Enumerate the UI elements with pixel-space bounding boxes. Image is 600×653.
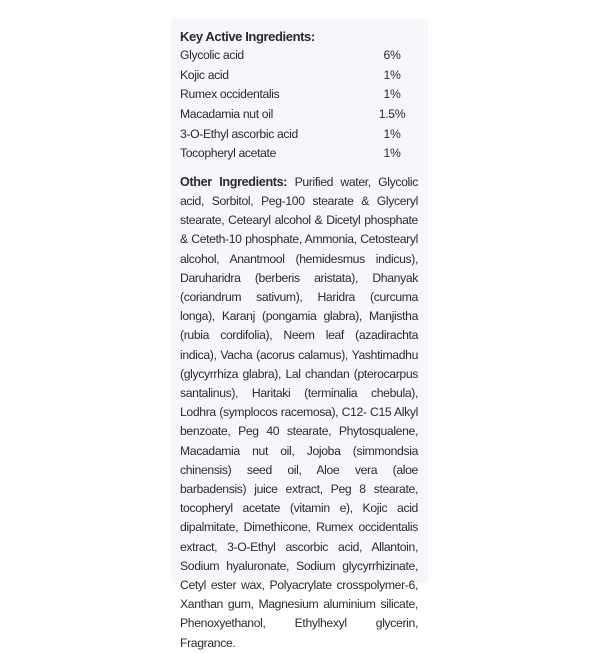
other-ingredients-paragraph xyxy=(180,173,418,653)
other-ingredients-text: Purified water, Glycolic acid, Sorbitol, Peg-100 stearate & Glyceryl stearate, Cetearyl alcohol & Dicetyl phosphate & Ceteth-10 phosphate, Ammonia, Cetostearyl alcohol, Anantmool (hemidesmus indicus), Daruharidra (berberis aristata), Dhanyak (coriandrum sativum), Haridra (curcuma longa), Karanj (pongamia glabra), Manjistha (rubia cordifolia), Neem leaf (azadirachta indica), Vacha (acorus calamus), Yashtimadhu (glycyrrhiza glabra), Lal chandan (pterocarpus santalinus), Haritaki (terminalia chebula), Lodhra (symplocos racemosa), C12- C15 Alkyl benzoate, Peg 40 stearate, Phytosqualene, Macadamia nut oil, Jojoba (simmondsia chinensis) seed oil, Aloe vera (aloe barbadensis) juice extract, Peg 8 stearate, tocopheryl acetate (vitamin e), Kojic acid dipalmitate, Dimethicone, Rumex occidentalis extract, 3-O-Ethyl ascorbic acid, Allantoin, Sodium hyaluronate, Sodium glycyrrhizinate, Cetyl ester wax, Polyacrylate crosspolymer-6, Xanthan gum, Magnesium aluminium silicate, Phenoxyethanol, Ethylhexyl glycerin, Fragrance. xyxy=(180,174,418,650)
key-actives-title: Key Active Ingredients: xyxy=(180,29,315,44)
ingredient-percent: 1% xyxy=(383,126,401,141)
ingredient-name: Macadamia nut oil xyxy=(180,106,273,121)
ingredient-name: 3-O-Ethyl ascorbic acid xyxy=(180,126,298,141)
ingredient-row-rumex-occidentalis xyxy=(180,85,418,105)
ingredient-row-tocopheryl-acetate xyxy=(180,144,418,164)
ingredient-percent: 1% xyxy=(383,146,401,161)
ingredient-row-ethyl-ascorbic-acid xyxy=(180,125,418,145)
ingredient-percent: 1.5% xyxy=(378,106,406,121)
ingredient-percent: 1% xyxy=(383,87,401,102)
other-ingredients-title: Other Ingredients: xyxy=(180,174,295,189)
ingredient-row-glycolic-acid xyxy=(180,46,418,66)
ingredient-name: Tocopheryl acetate xyxy=(180,146,277,161)
ingredient-name: Kojic acid xyxy=(180,67,229,82)
ingredients-label-panel xyxy=(171,18,428,650)
ingredient-row-kojic-acid xyxy=(180,66,418,86)
ingredient-percent: 1% xyxy=(383,67,401,82)
ingredient-row-macadamia-nut-oil xyxy=(180,105,418,125)
ingredient-name: Rumex occidentalis xyxy=(180,87,280,102)
ingredient-name: Glycolic acid xyxy=(180,48,244,63)
ingredient-percent: 6% xyxy=(383,48,401,63)
key-actives-list xyxy=(180,46,418,164)
